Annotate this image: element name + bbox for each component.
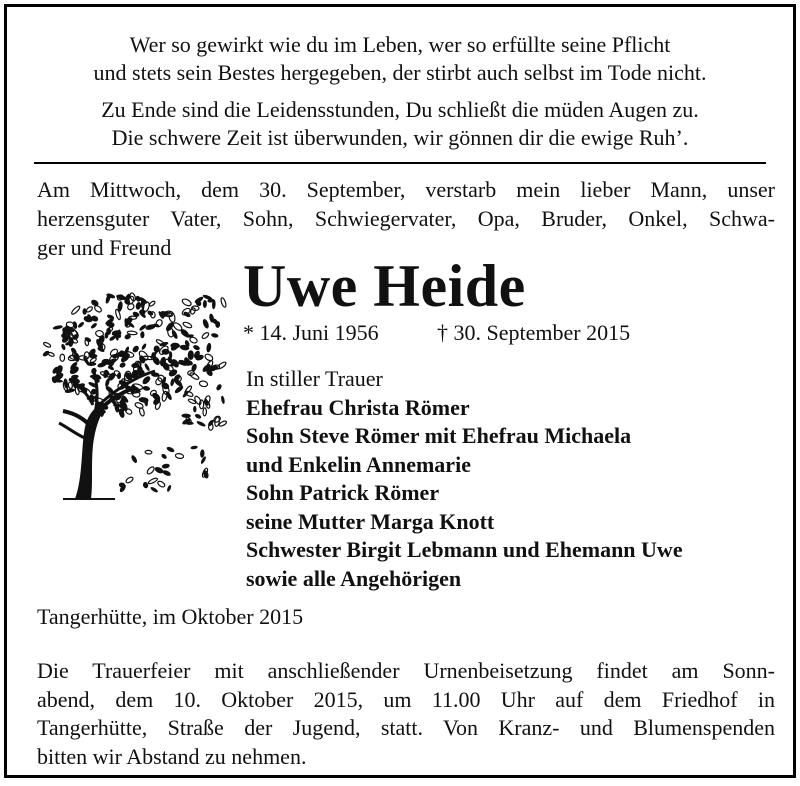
poem-line: Die schwere Zeit ist überwunden, wir gönnen dir die ewige Ruh’. <box>111 125 689 150</box>
mourner-line: seine Mutter Marga Knott <box>246 508 495 534</box>
mourning-intro: In stiller Trauer <box>246 366 383 391</box>
mourner-line: Sohn Steve Römer mit Ehefrau Michaela <box>246 423 632 448</box>
funeral-line: bitten wir Abstand zu nehmen. <box>37 743 307 769</box>
death-date: † 30. September 2015 <box>437 320 631 345</box>
announcement-line: herzensguter Vater, Sohn, Schwiegervater, Opa, Bruder, Onkel, Schwa- <box>37 206 775 231</box>
poem-stanza-2 <box>7 96 793 152</box>
funeral-line: Tangerhütte, Straße der Jugend, statt. Von Kranz- und Blumenspenden <box>37 715 775 740</box>
deceased-name: Uwe Heide <box>243 253 526 319</box>
funeral-line: abend, dem 10. Oktober 2015, um 11.00 Uhr auf dem Friedhof in <box>37 686 775 712</box>
divider <box>34 162 766 164</box>
mourners-list <box>246 365 683 593</box>
poem-stanza-1 <box>7 31 793 87</box>
mourner-line: Schwester Birgit Lebmann und Ehemann Uwe <box>246 537 683 562</box>
mourner-line: und Enkelin Annemarie <box>246 451 471 477</box>
obituary-notice <box>4 4 796 778</box>
tree-icon <box>35 277 230 507</box>
announcement-line: Am Mittwoch, dem 30. September, verstarb mein lieber Mann, unser <box>37 177 775 202</box>
place-and-date: Tangerhütte, im Oktober 2015 <box>37 604 304 629</box>
mourner-line: Ehefrau Christa Römer <box>246 394 470 420</box>
poem-line: Wer so gewirkt wie du im Leben, wer so erfüllte seine Pflicht <box>129 32 671 57</box>
announcement-line: ger und Freund <box>37 235 172 260</box>
birth-date: * 14. Juni 1956 <box>243 320 379 345</box>
mourner-line: Sohn Patrick Römer <box>246 480 440 505</box>
death-announcement <box>37 175 775 262</box>
funeral-line: Die Trauerfeier mit anschließender Urnenbeisetzung findet am Sonn- <box>37 658 775 683</box>
funeral-info <box>37 657 775 771</box>
mourner-line: sowie alle Angehörigen <box>246 565 462 591</box>
poem-line: und stets sein Bestes hergegeben, der stirbt auch selbst im Tode nicht. <box>93 60 707 85</box>
poem-line: Zu Ende sind die Leidensstunden, Du schließt die müden Augen zu. <box>101 97 699 122</box>
